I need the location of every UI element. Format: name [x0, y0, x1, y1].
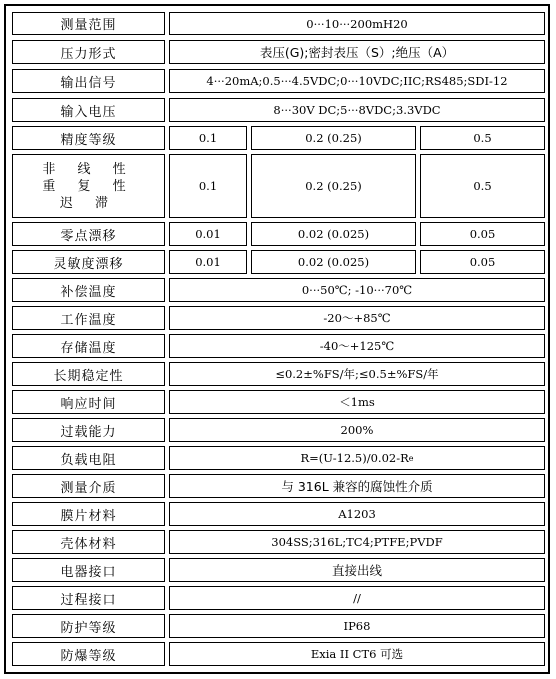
label-input-voltage: 输入电压 — [12, 98, 165, 122]
label-zero-drift: 零点漂移 — [12, 222, 165, 246]
label-housing-material: 壳体材料 — [12, 530, 165, 554]
value-zero-drift-a: 0.01 — [169, 222, 247, 246]
label-protection-class: 防护等级 — [12, 614, 165, 638]
label-operating-temp: 工作温度 — [12, 306, 165, 330]
load-resistance-subscript: e — [408, 453, 414, 463]
load-resistance-formula: R=(U-12.5)/0.02-R — [300, 451, 409, 465]
value-measure-range: 0···10···200mH20 — [169, 12, 545, 35]
value-overload-capacity: 200% — [169, 418, 545, 442]
label-compensation-temp: 补偿温度 — [12, 278, 165, 302]
value-accuracy-c: 0.5 — [420, 126, 545, 150]
label-diaphragm-material: 膜片材料 — [12, 502, 165, 526]
value-process-connection: // — [169, 586, 545, 610]
label-storage-temp: 存储温度 — [12, 334, 165, 358]
label-repeatability: 重 复 性 — [42, 178, 135, 194]
label-pressure-type: 压力形式 — [12, 40, 165, 64]
value-protection-class: IP68 — [169, 614, 545, 638]
label-nonlinearity-group — [12, 154, 165, 218]
value-response-time: ＜1ms — [169, 390, 545, 414]
value-zero-drift-b: 0.02 (0.025) — [251, 222, 416, 246]
value-sensitivity-drift-a: 0.01 — [169, 250, 247, 274]
value-sensitivity-drift-c: 0.05 — [420, 250, 545, 274]
value-sensitivity-drift-b: 0.02 (0.025) — [251, 250, 416, 274]
label-measured-medium: 测量介质 — [12, 474, 165, 498]
value-nonlinearity-c: 0.5 — [420, 154, 545, 218]
value-housing-material: 304SS;316L;TC4;PTFE;PVDF — [169, 530, 545, 554]
label-measure-range: 测量范围 — [12, 12, 165, 35]
value-load-resistance — [169, 446, 545, 470]
label-long-term-stability: 长期稳定性 — [12, 362, 165, 386]
value-explosion-proof-class: Exia II CT6 可选 — [169, 642, 545, 666]
label-overload-capacity: 过载能力 — [12, 418, 165, 442]
label-accuracy-class: 精度等级 — [12, 126, 165, 150]
value-nonlinearity-a: 0.1 — [169, 154, 247, 218]
value-accuracy-a: 0.1 — [169, 126, 247, 150]
value-electrical-connection: 直接出线 — [169, 558, 545, 582]
value-output-signal: 4···20mA;0.5···4.5VDC;0···10VDC;IIC;RS485;SDI-12 — [169, 69, 545, 93]
label-sensitivity-drift: 灵敏度漂移 — [12, 250, 165, 274]
value-accuracy-b: 0.2 (0.25) — [251, 126, 416, 150]
label-nonlinearity: 非 线 性 — [42, 161, 135, 177]
value-nonlinearity-b: 0.2 (0.25) — [251, 154, 416, 218]
label-explosion-proof-class: 防爆等级 — [12, 642, 165, 666]
label-response-time: 响应时间 — [12, 390, 165, 414]
value-pressure-type: 表压(G);密封表压（S）;绝压（A） — [169, 40, 545, 64]
value-operating-temp: -20～+85℃ — [169, 306, 545, 330]
label-electrical-connection: 电器接口 — [12, 558, 165, 582]
spec-table — [4, 4, 550, 674]
value-measured-medium: 与 316L 兼容的腐蚀性介质 — [169, 474, 545, 498]
label-output-signal: 输出信号 — [12, 69, 165, 93]
label-load-resistance: 负载电阻 — [12, 446, 165, 470]
value-input-voltage: 8···30V DC;5···8VDC;3.3VDC — [169, 98, 545, 122]
value-zero-drift-c: 0.05 — [420, 222, 545, 246]
value-diaphragm-material: A1203 — [169, 502, 545, 526]
label-hysteresis: 迟 滞 — [59, 195, 118, 211]
value-long-term-stability: ≤0.2±%FS/年;≤0.5±%FS/年 — [169, 362, 545, 386]
value-compensation-temp: 0···50℃; -10···70℃ — [169, 278, 545, 302]
label-process-connection: 过程接口 — [12, 586, 165, 610]
value-storage-temp: -40～+125℃ — [169, 334, 545, 358]
